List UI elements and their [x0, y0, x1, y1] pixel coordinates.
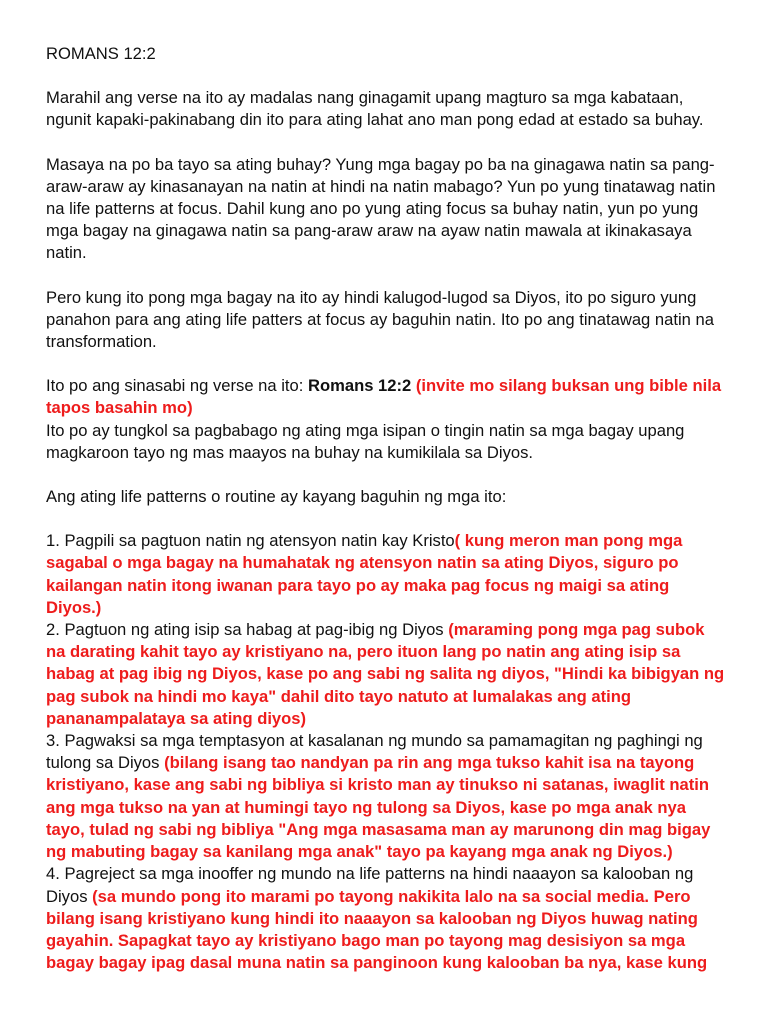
list-item-text: 3. Pagwaksi sa mga temptasyon at kasalanan ng mundo sa pamamagitan ng paghingi ng tulong sa Diyos: [46, 731, 703, 773]
list-item: [46, 730, 728, 863]
paragraph-verse: [46, 375, 728, 419]
list-item-note: (bilang isang tao nandyan pa rin ang mga tukso kahit isa na tayong kristiyano, kase ang sabi ng bibliya si kristo man ay tinukso ni satanas, iwaglit natin ang mga tukso na yan at humingi tayo ng tulong sa Diyos, kase po mga anak nya tayo, tulad ng sabi ng bibliya "Ang mga masasama man ay marunong din mag bigay ng mabuting bagay sa kanilang mga anak" tayo pa kayang mga anak ng Diyos.): [46, 753, 711, 862]
paragraph-list-intro: Ang ating life patterns o routine ay kayang baguhin ng mga ito:: [46, 487, 507, 507]
paragraph-transformation: Pero kung ito pong mga bagay na ito ay hindi kalugod-lugod sa Diyos, ito po siguro yung panahon para ang ating life patters at focus ay baguhin natin. Ito po ang tinatawag natin na transformation.: [46, 287, 714, 352]
paragraph-life-patterns: Masaya na po ba tayo sa ating buhay? Yung mga bagay po ba na ginagawa natin sa pang-araw-araw ay kinasanayan na natin at hindi na natin mabago? Yun po yung tinatawag natin na life patterns at focus. Dahil kung ano po yung ating focus sa buhay natin, yun po yung mga bagay na ginagawa natin sa pang-araw araw na ayaw natin mawala at ikinakasaya natin.: [46, 154, 716, 263]
list-item-text: 4. Pagreject sa mga inooffer ng mundo na life patterns na hindi naaayon sa kalooban ng Diyos: [46, 864, 694, 906]
list-item-text: 2. Pagtuon ng ating isip sa habag at pag-ibig ng Diyos: [46, 620, 449, 640]
paragraph-verse-meaning: Ito po ay tungkol sa pagbabago ng ating mga isipan o tingin natin sa mga bagay upang magkaroon tayo ng mas maayos na buhay na kumikilala sa Diyos.: [46, 420, 685, 462]
list-item-note: ( kung meron man pong mga sagabal o mga bagay na humahatak ng atensyon natin sa ating Diyos, siguro po kailangan natin itong iwanan para tayo po ay maka pag focus ng maigi sa ating Diyos.): [46, 531, 683, 617]
verse-reference: Romans 12:2: [307, 376, 412, 396]
list-item: [46, 619, 728, 730]
list-item-note: (sa mundo pong ito marami po tayong nakikita lalo na sa social media. Pero bilang isang kristiyano kung hindi ito naaayon sa kalooban ng Diyos huwag nating gayahin. Sapagkat tayo ay kristiyano bago man po tayong mag desisiyon sa mga bagay bagay ipag dasal muna natin sa panginoon kung kalooban ba nya, kase kung: [46, 886, 708, 973]
list-item: [46, 863, 728, 974]
document-title: ROMANS 12:2: [46, 44, 156, 63]
list-item: [46, 530, 728, 619]
list-item-text: 1. Pagpili sa pagtuon natin ng atensyon natin kay Kristo: [46, 531, 455, 551]
list-item-note: (maraming pong mga pag subok na darating kahit tayo ay kristiyano na, pero ituon lang po natin ang ating isip sa habag at pag ibig ng Diyos, kase po ang sabi ng salita ng diyos, "Hindi ka bibigyan ng pag subok na hindi mo kaya" dahil dito tayo natuto at lumalakas ang ating pananampalataya sa ating diyos): [46, 620, 725, 728]
verse-instruction-note: (invite mo silang buksan ung bible nila tapos basahin mo): [46, 376, 722, 418]
paragraph-intro: Marahil ang verse na ito ay madalas nang ginagamit upang magturo sa mga kabataan, ngunit kapaki-pakinabang din ito para ating lahat ano man pong edad at estado sa buhay.: [46, 88, 704, 130]
verse-intro-text: Ito po ang sinasabi ng verse na ito:: [46, 376, 308, 396]
